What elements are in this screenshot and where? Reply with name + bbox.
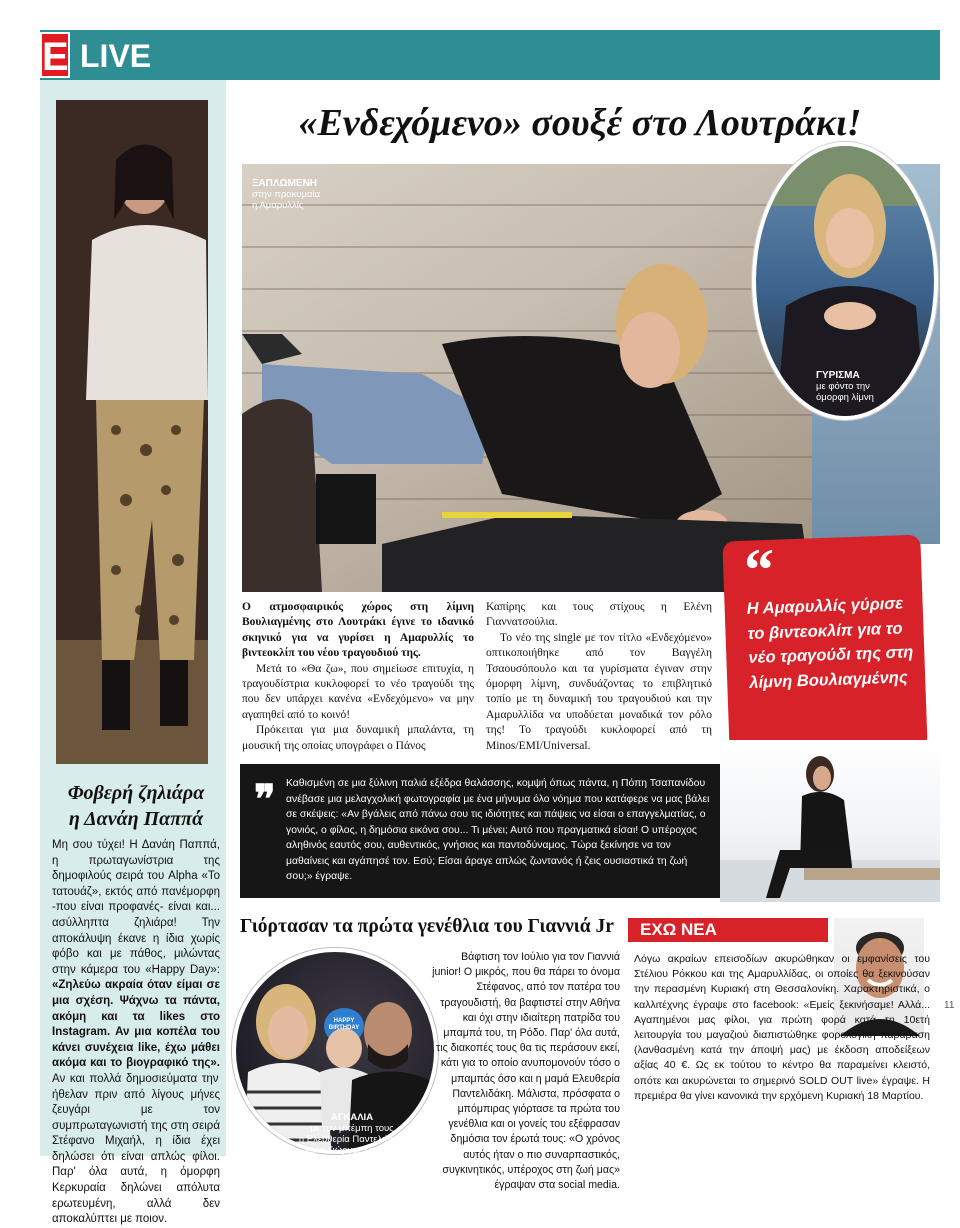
birthday-caption-line: με τον μπέμπη τους: [310, 1123, 394, 1134]
dock-caption-title: ΞΑΠΛΩΜΕΝΗ: [252, 178, 318, 189]
danai-photo: [56, 100, 208, 764]
dock-caption-line: η Αμαρυλλίς: [252, 200, 304, 211]
e-logo: E: [40, 32, 70, 78]
party-hat-text: HAPPY BIRTHDAY: [328, 1018, 360, 1031]
dark-quote-text: Καθισμένη σε μια ξύλινη παλιά εξέδρα θαλάσσης, κομψή όπως πάντα, η Πόπη Τσαπανίδου ανέβασε μια μελαγχολική φωτογραφία με ένα μήνυμα όλο νόημα που κατάφερε να μας βάλει σε σκέψεις: «Αν βγάλεις από πάνω σου τις ιδιότητες και πάψεις να είσαι ο επαγγελματίας, ο γονιός, ο φίλος, η δημόσια εικόνα σου... Τι μένει; Αυτό που πραγματικά είσαι! Ο υπέροχος αληθινός εαυτός σου, αυθεντικός, γνήσιος και παντοδύναμος. Τώρα ξεκίνησε να τον μαθαίνεις και αγάπησέ τον. Εσύ; Είσαι άραγε απλώς ζωντανός ή ζεις ουσιαστικά τη ζωή σου;» έγραψε.: [286, 778, 710, 882]
section-label: LIVE: [80, 38, 152, 74]
main-paragraph: Το νέο της single με τον τίτλο «Ενδεχόμενο» οπτικοποιήθηκε από τον Βαγγέλη Τσαουσόπουλο και τα γυρίσματα έγιναν στην όμορφη λίμνη, συνδυάζοντας το επιβλητικό τοπίο με τη δυναμική του τραγουδιού και την Αμαρυλλίδα να υποδύεται μοναδικά τον ρόλο της! Το τραγούδι κυκλοφορεί από τη Minos/EMI/Universal.: [486, 631, 712, 752]
left-body-quote: «Ζηλεύω ακραία όταν είμαι σε μια σχέση. Ψάχνω τα πάντα, ακόμη και τα likes στο Instagram. Αν μια κοπέλα του κάνει συνέχεια like, έχω μάθει ακόμα και το βιογραφικό της».: [52, 979, 220, 1070]
amaryllis-dock-photo: [242, 164, 812, 592]
main-story-title: «Ενδεχόμενο» σουξέ στο Λουτράκι!: [298, 102, 862, 144]
left-title-line1: Φοβερή ζηλιάρα: [67, 782, 205, 804]
shoot-scene: [242, 164, 812, 592]
left-body-part: Μη σου τύχει! Η Δανάη Παππά, η πρωταγωνίστρια της δημοφιλούς σειρά του Alpha «Το τατουάζ», εκτός από πανέμορφη -που είναι προφανές- είναι και... ασύλληπτα ζηλιάρα! Την αποκάλυψη έκανε η ίδια χωρίς φόβο και με πάθος, μιλώντας στην κάμερα του «Happy Day»:: [52, 839, 220, 976]
birthday-title: Γιόρτασαν τα πρώτα γενέθλια του Γιαννιά Jr: [240, 916, 614, 937]
birthday-photo-caption: [282, 1112, 422, 1156]
left-title-line2: η Δανάη Παππά: [68, 808, 204, 830]
pull-quote-text: Η Αμαρυλλίς γύρισε το βιντεοκλίπ για το νέο τραγούδι της στη λίμνη Βουλιαγμένης: [746, 594, 914, 692]
main-lead: Ο ατμοσφαιρικός χώρος στη λίμνη Βουλιαγμένης στο Λουτράκι έγινε το ιδανικό σκηνικό για να γυρίσει η Αμαρυλλίς το βιντεοκλίπ του νέου τραγουδιού της.: [242, 601, 474, 660]
oval-caption-title: ΓΥΡΙΣΜΑ: [816, 370, 860, 381]
lake-oval-photo: [752, 142, 938, 420]
news-header-label: ΕΧΩ ΝΕΑ: [640, 920, 717, 939]
oval-caption-line: με φόντο την: [816, 381, 870, 392]
birthday-caption-line: η Ελευθερία Παντελιδάκη: [298, 1134, 406, 1145]
main-paragraph: Καπίρης και τους στίχους η Ελένη Γιαννατσούλια.: [486, 601, 712, 629]
dock-photo-caption: [252, 178, 320, 211]
page-fold-number: 11: [944, 1000, 955, 1011]
oval-caption: [816, 370, 874, 403]
left-body-part: Αν και πολλά δημοσιεύματα την ήθελαν πριν από λίγους μήνες ζευγάρι με τον συμπρωταγωνιστή της στη σειρά Στέφανο Μιχαήλ, η ίδια έχει δηλώσει ότι είναι απλώς φίλοι. Παρ' όλα αυτά, η όμορφη Κερκυραία δηλώνει απόλυτα ερωτευμένη, αλλά δεν αποκαλύπτει με ποιον.: [52, 1072, 220, 1226]
news-body: Λόγω ακραίων επεισοδίων ακυρώθηκαν οι εμφανίσεις του Στέλιου Ρόκκου και της Αμαρυλλίδας, οι οποίες θα ξεκινούσαν την περασμένη Κυριακή στη Θεσσαλονίκη. Χαρακτηριστικά, ο καλλιτέχνης έγραψε στο facebook: «Εμείς ξεκινήσαμε! Αλλά... Αγαπημένοι μας φίλοι, για πρώτη φορά κατά τη 10ετή λειτουργία του μαγαζιού διαπιστώθηκε φορολογική παράβαση (λανθασμένη κατά την άποψή μας) με έκδοση αποδείξεων αξίας 40 €. Ως εκ τούτου το κέντρο θα παραμείνει κλειστό, οπότε και ακυρώνεται το σημερινό SOLD OUT live» έγραψε. Η πρεμιέρα θα γίνει κανονικά την ερχόμενη Κυριακή 18 Μαρτίου.: [634, 953, 930, 1102]
popi-figure: [720, 740, 940, 902]
main-column-1: [242, 600, 474, 754]
danai-figure: [56, 100, 208, 764]
birthday-body: Βάφτιση τον Ιούλιο για τον Γιαννιά junior! Ο μικρός, που θα πάρει το όνομα Στέφανος, από τον πατέρα του τραγουδιστή, θα βαφτιστεί στην Αθήνα και όχι στην ιδιαίτερη πατρίδα του μπαμπά του, τη Ρόδο. Παρ' όλα αυτά, τις διακοπές τους θα τις περάσουν εκεί, κάτι για το οποίο ανυπομονούν τόσο ο μπαμπάς όσο και η μαμά Ελευθερία Παντελιδάκη. Μάλιστα, πρόσφατα ο μπόμπιρας γιόρτασε τα πρώτα του γενέθλια και οι γονείς του εξέφρασαν δημόσια τον έρωτά τους: «Ο χρόνος αυτός ήταν ο πιο συναρπαστικός, συγκινητικός, υπέροχος στη ζωή μας» έγραψαν στα social media.: [432, 951, 620, 1192]
birthday-caption-line: και ο Γιώργος Γιαννιάς: [305, 1145, 399, 1156]
dock-caption-line: στην προκυμαία: [252, 189, 321, 200]
dark-quote-mark-icon: ❞: [254, 777, 276, 822]
main-paragraph: Μετά το «Θα ζω», που σημείωσε επιτυχία, η τραγουδίστρια κυκλοφορεί το νέο τραγούδι της που δεν υπάρχει κανένα «Ενδεχόμενο» να μην αγαπηθεί από το κοινό!: [242, 662, 474, 721]
birthday-caption-title: ΑΓΚΑΛΙΑ: [330, 1112, 374, 1123]
main-paragraph: Πρόκειται για μια δυναμική μπαλάντα, τη μουσική της οποίας υπογράφει ο Πάνος: [242, 724, 474, 752]
oval-caption-line: όμορφη λίμνη: [816, 392, 874, 403]
popi-photo: [720, 740, 940, 902]
left-story-title: [52, 780, 220, 832]
section-header-bar: [40, 30, 940, 80]
left-story-body: [52, 838, 220, 1228]
main-column-2: [486, 600, 712, 754]
quote-mark-icon: “: [744, 537, 774, 603]
